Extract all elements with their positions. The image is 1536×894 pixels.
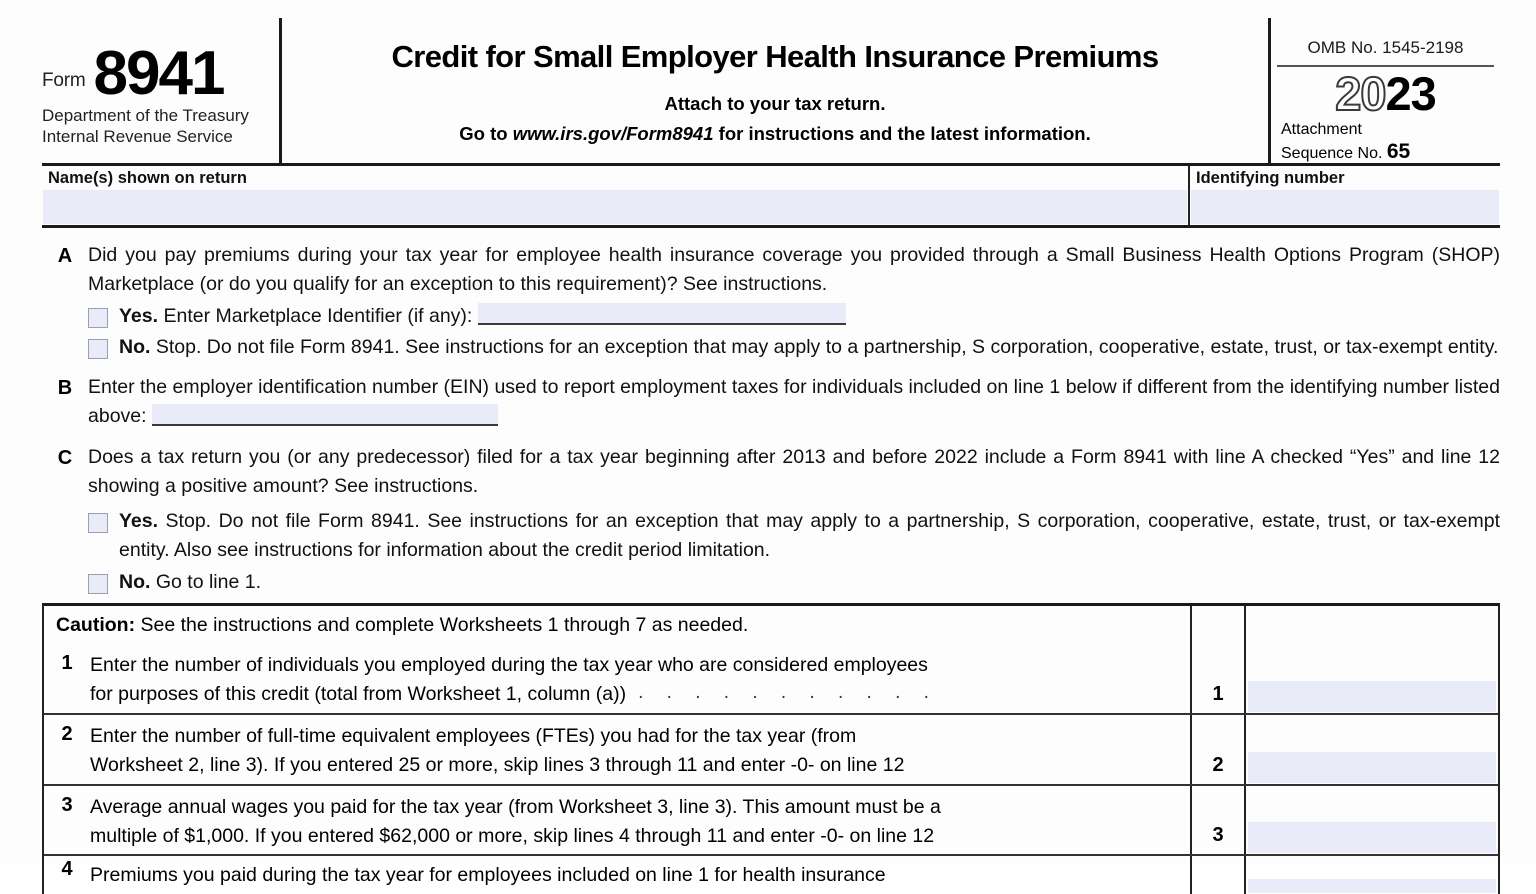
form-8941 [42,18,1500,894]
caution-row [44,606,1498,644]
header-form-identity [42,18,282,163]
name-cell [42,166,1190,225]
caution-label: Caution: [56,613,136,636]
line-4-description [90,856,1192,894]
checkbox-c-yes[interactable] [88,513,108,533]
caution-body: See the instructions and complete Worksheets 1 through 7 as needed. [135,613,749,636]
checkbox-a-yes[interactable] [88,308,108,328]
line-3-text-line-1: Average annual wages you paid for the tax year (from Worksheet 3, line 3). This amount must be a [90,795,941,818]
question-a-row [42,241,1500,300]
attachment-label-line-2 [1281,140,1494,164]
line-2-amount-cell [1246,715,1498,784]
line-1-number: 1 [61,652,73,675]
line-4-box-number [1192,856,1246,894]
department-block [42,102,271,147]
line-3-box-number: 3 [1192,786,1246,855]
tax-year-century: 20 [1335,67,1386,120]
line-1-text-line-2-row [90,680,1178,709]
line-1-dot-leader: . . . . . . . . . . . [638,681,938,703]
question-c-row [42,443,1500,502]
question-a-yes-bold: Yes. [119,304,159,327]
ein-input[interactable] [152,404,498,426]
line-1-amount-cell [1246,644,1498,713]
caution-number-spacer [1192,606,1246,644]
question-a-letter: A [57,245,73,267]
line-1-box-number: 1 [1192,644,1246,713]
attachment-label-line-1: Attachment [1281,121,1362,138]
goto-suffix: for instructions and the latest information. [713,123,1091,145]
line-1-text-line-1: Enter the number of individuals you employed during the tax year who are considered employees [90,654,928,677]
form-number: 8941 [93,38,224,108]
question-a-option-no[interactable] [42,333,1500,362]
question-c-no-text [119,568,1500,597]
line-1-description [90,644,1192,713]
identifying-number-input[interactable] [1191,190,1499,224]
question-c-option-yes[interactable] [42,507,1500,566]
question-a-text: Did you pay premiums during your tax year for employee health insurance coverage you provided through a Small Business Health Options Program (SHOP) Marketplace (or do you qualify for an exception to this requirement)? See instructions. [88,244,1500,296]
questions-section [42,228,1500,603]
line-2-text-line-1: Enter the number of full-time equivalent employees (FTEs) you had for the tax year (from [90,725,857,748]
question-b-prompt: Enter the employer identification number (EIN) used to report employment taxes for individuals included on line 1 below if different from the identifying number listed above: [88,376,1500,428]
marketplace-identifier-input[interactable] [478,303,846,325]
department-line-2: Internal Revenue Service [42,126,233,146]
tax-year-block [1277,67,1494,121]
question-b-row [42,373,1500,432]
caution-text [44,606,1192,644]
line-2-description [90,715,1192,784]
table-row [44,784,1498,855]
line-2-box-number: 2 [1192,715,1246,784]
line-1-amount-input[interactable] [1248,681,1496,712]
omb-number: OMB No. 1545-2198 [1277,18,1494,67]
attach-instruction: Attach to your tax return. [664,93,886,115]
line-2-amount-input[interactable] [1248,752,1496,783]
checkbox-c-no[interactable] [88,574,108,594]
page-title: Credit for Small Employer Health Insurance Premiums [391,39,1159,74]
question-a-no-rest: Stop. Do not file Form 8941. See instructions for an exception that may apply to a partnership, S corporation, cooperative, estate, trust, or tax-exempt entity. [150,335,1499,358]
line-2-text-line-2: Worksheet 2, line 3). If you entered 25 or more, skip lines 3 through 11 and enter -0- on line 12 [90,753,905,776]
name-input[interactable] [43,190,1187,224]
line-2-number: 2 [61,723,73,746]
line-4-amount-cell [1246,856,1498,894]
header-title-block [282,18,1268,163]
line-4-text-line-1: Premiums you paid during the tax year for employees included on line 1 for health insurance [90,864,886,887]
name-label: Name(s) shown on return [48,169,247,187]
tax-year [1335,67,1436,120]
question-c-no-bold: No. [119,570,151,593]
form-word-label: Form [42,70,86,91]
taxpayer-identity-row [42,166,1500,228]
attachment-sequence-number: 65 [1386,139,1411,163]
checkbox-a-no[interactable] [88,339,108,359]
question-c-text: Does a tax return you (or any predecessor) filed for a tax year beginning after 2013 and before 2022 include a Form 8941 with line A checked “Yes” and line 12 showing a positive amount? See instructions. [88,445,1500,497]
identifying-number-label: Identifying number [1196,169,1345,187]
table-row [44,644,1498,713]
attachment-sequence-block [1277,121,1494,164]
attachment-sequence-text: Sequence No. [1281,144,1383,162]
table-row [44,713,1498,784]
question-a-yes-rest: Enter Marketplace Identifier (if any): [158,304,473,327]
question-a-option-yes[interactable] [42,302,1500,331]
question-c-yes-bold: Yes. [119,510,159,532]
question-b-letter: B [57,377,73,399]
goto-instruction [294,123,1256,145]
question-c-yes-text [119,507,1500,566]
form-header [42,18,1500,166]
line-4-number: 4 [61,858,73,881]
line-3-number: 3 [61,793,73,816]
question-c-yes-rest: Stop. Do not file Form 8941. See instructions for an exception that may apply to a partnership, S corporation, cooperative, estate, trust, or tax-exempt entity. Also see instructions for information about the credit period limitation. [119,510,1500,562]
table-row [44,854,1498,894]
question-b-text [88,373,1500,432]
goto-prefix: Go to [459,123,513,145]
form-lines-table [42,603,1500,894]
question-a-no-text [119,333,1500,362]
header-omb-block [1268,18,1500,163]
question-a-yes-text [119,302,1500,331]
irs-form-url-link[interactable]: www.irs.gov/Form8941 [512,123,714,145]
line-3-amount-input[interactable] [1248,822,1496,853]
tax-year-digits: 23 [1385,67,1436,120]
identifying-number-cell [1190,166,1500,225]
question-c-letter: C [57,446,73,469]
question-a-no-bold: No. [119,335,151,358]
line-3-description [90,786,1192,855]
line-1-text-line-2: for purposes of this credit (total from Worksheet 1, column (a)) [90,682,627,705]
caution-amount-spacer [1246,606,1498,644]
question-c-no-rest: Go to line 1. [150,570,261,593]
department-line-1: Department of the Treasury [42,106,249,125]
line-4-amount-input[interactable] [1248,879,1496,893]
line-3-text-line-2: multiple of $1,000. If you entered $62,000 or more, skip lines 4 through 11 and enter -0- on line 12 [90,824,935,847]
line-3-amount-cell [1246,786,1498,855]
question-c-option-no[interactable] [42,568,1500,597]
